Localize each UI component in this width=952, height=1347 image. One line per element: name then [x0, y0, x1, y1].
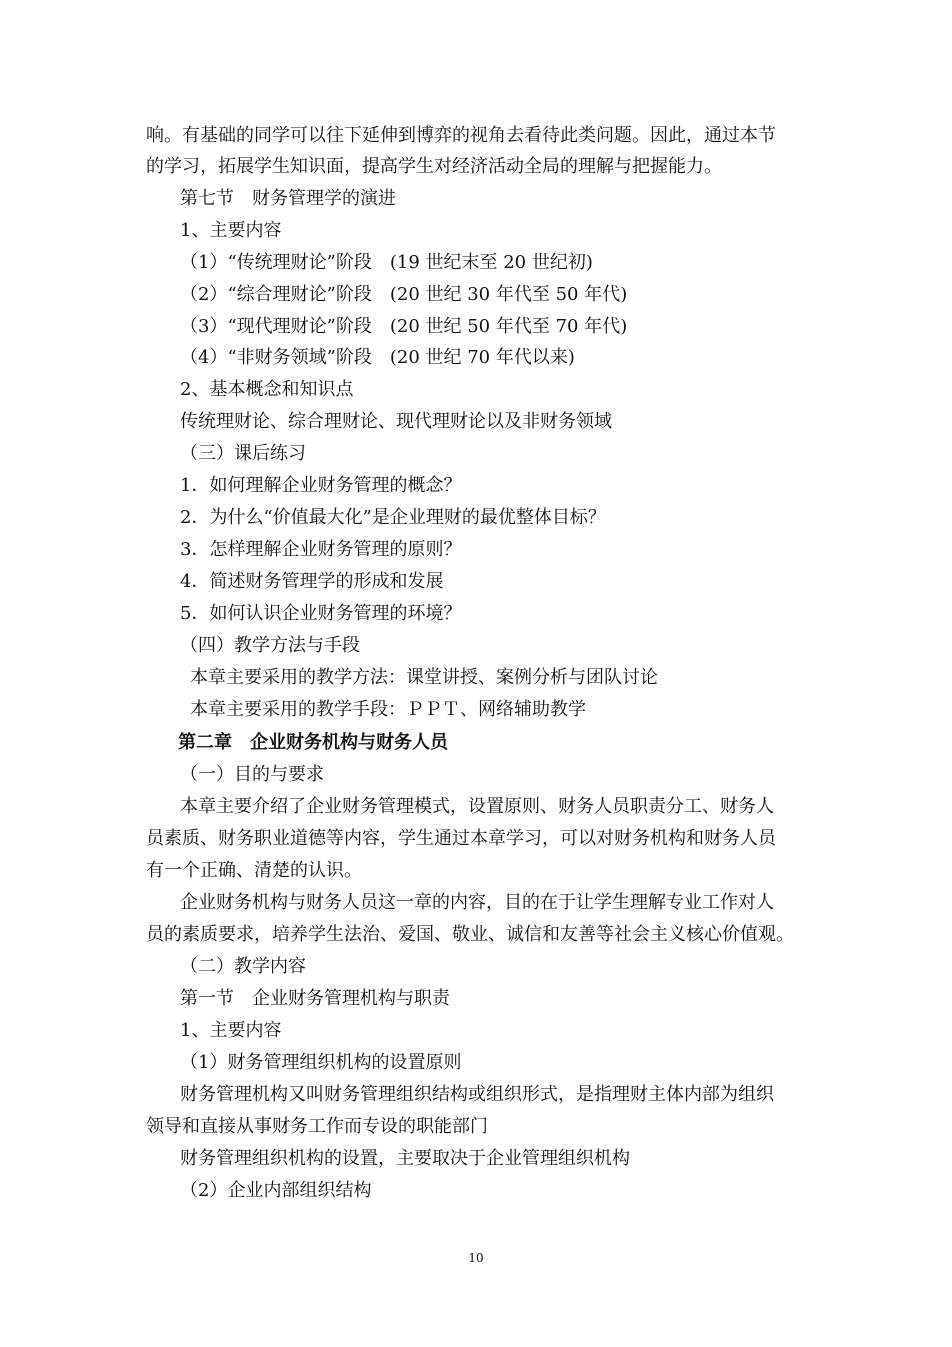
list-item: （1）“传统理财论”阶段 (19 世纪末至 20 世纪初): [180, 252, 593, 273]
section-heading: 第七节 财务管理学的演进: [180, 188, 396, 209]
list-item: （4）“非财务领域”阶段 (20 世纪 70 年代以来): [180, 347, 575, 368]
page-number: 10: [468, 1251, 484, 1265]
exercise-item: 1．如何理解企业财务管理的概念？: [180, 475, 462, 496]
paragraph-line: 有一个正确、清楚的认识。: [146, 860, 362, 881]
subheading: （三）课后练习: [180, 443, 306, 464]
paragraph-line: 本章主要采用的教学方法：课堂讲授、案例分析与团队讨论: [190, 667, 658, 688]
paragraph-line: 财务管理机构又叫财务管理组织结构或组织形式，是指理财主体内部为组织: [180, 1084, 774, 1105]
list-item: （1）财务管理组织机构的设置原则: [180, 1052, 462, 1073]
paragraph-line: 财务管理组织机构的设置，主要取决于企业管理组织机构: [180, 1148, 630, 1169]
list-item: （2）“综合理财论”阶段 (20 世纪 30 年代至 50 年代): [180, 284, 628, 305]
paragraph-line: 领导和直接从事财务工作而专设的职能部门: [146, 1116, 488, 1137]
paragraph-line: 响。有基础的同学可以往下延伸到博弈的视角去看待此类问题。因此，通过本节: [146, 125, 776, 146]
list-item: （3）“现代理财论”阶段 (20 世纪 50 年代至 70 年代): [180, 316, 628, 337]
paragraph-line: 员素质、财务职业道德等内容，学生通过本章学习，可以对财务机构和财务人员: [146, 828, 776, 849]
exercise-item: 2．为什么“价值最大化”是企业理财的最优整体目标？: [180, 507, 606, 528]
paragraph-line: 企业财务机构与财务人员这一章的内容，目的在于让学生理解专业工作对人: [180, 892, 774, 913]
subheading: （四）教学方法与手段: [180, 635, 360, 656]
paragraph-line: 本章主要采用的教学手段：ＰＰＴ、网络辅助教学: [190, 699, 586, 720]
exercise-item: 4．简述财务管理学的形成和发展: [180, 571, 444, 592]
chapter-title: 第二章 企业财务机构与财务人员: [178, 732, 448, 753]
section-heading: 第一节 企业财务管理机构与职责: [180, 988, 450, 1009]
exercise-item: 3．怎样理解企业财务管理的原则？: [180, 539, 462, 560]
paragraph-line: 传统理财论、综合理财论、现代理财论以及非财务领域: [180, 411, 612, 432]
paragraph-line: 员的素质要求，培养学生法治、爱国、敬业、诚信和友善等社会主义核心价值观。: [146, 924, 794, 945]
subheading: （二）教学内容: [180, 956, 306, 977]
exercise-item: 5．如何认识企业财务管理的环境？: [180, 603, 462, 624]
subheading: 2、基本概念和知识点: [180, 379, 354, 400]
paragraph-line: 本章主要介绍了企业财务管理模式，设置原则、财务人员职责分工、财务人: [180, 796, 774, 817]
subheading: 1、主要内容: [180, 1020, 282, 1041]
list-item: （2）企业内部组织结构: [180, 1180, 372, 1201]
subheading: 1、主要内容: [180, 220, 282, 241]
subheading: （一）目的与要求: [180, 764, 324, 785]
paragraph-line: 的学习，拓展学生知识面，提高学生对经济活动全局的理解与把握能力。: [146, 156, 722, 177]
